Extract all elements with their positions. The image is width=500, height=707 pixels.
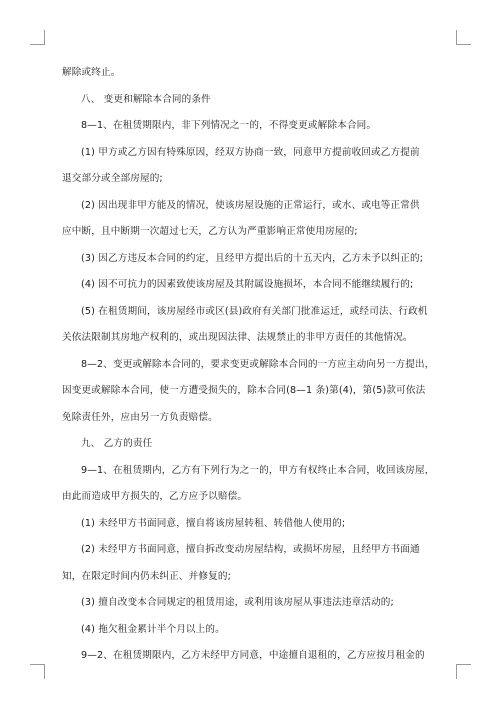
text-line: 因变更或解除本合同，使一方遭受损失的，除本合同(8—1 条)第(4)，第(5)款可依法: [62, 385, 426, 396]
clause-line: (4) 拖欠租金累计半个月以上的。: [81, 623, 225, 635]
document-body: [62, 64, 446, 674]
crop-mark-bottom-left: [30, 664, 45, 679]
text-line: 退交部分或全部房屋的;: [62, 173, 163, 184]
crop-mark-top-left: [30, 30, 45, 45]
text-line: 由此而造成甲方损失的，乙方应予以赔偿。: [62, 491, 248, 502]
text-line: 免除责任外，应由另一方负责赔偿。: [62, 411, 218, 423]
clause-line: (2) 因出现非甲方能及的情况，使该房屋设施的正常运行，或水、或电等正常供: [81, 199, 420, 211]
clause-line: 9—2、在租赁期限内，乙方未经甲方同意，中途擅自退租的，乙方应按月租金的: [81, 650, 425, 661]
crop-mark-bottom-right: [456, 664, 471, 679]
text-line: 解除或终止。: [62, 67, 121, 78]
clause-line: 9—1、在租赁期内，乙方有下列行为之一的，甲方有权终止本合同，收回该房屋，: [81, 464, 435, 476]
clause-line: (1) 甲方或乙方因有特殊原因，经双方协商一致，同意甲方提前收回或乙方提前: [81, 146, 420, 158]
clause-line: (1) 未经甲方书面同意，擅自将该房屋转租、转借他人使用的;: [81, 517, 346, 529]
crop-mark-top-right: [456, 30, 471, 45]
clause-line: 8—1、在租赁期限内，非下列情况之一的，不得变更或解除本合同。: [81, 120, 377, 131]
section-heading: 八、 变更和解除本合同的条件: [81, 93, 211, 105]
clause-line: (3) 因乙方违反本合同的约定，且经甲方提出后的十五天内，乙方未予以纠正的;: [81, 252, 424, 264]
text-line: 知，在限定时间内仍未纠正、并修复的;: [62, 570, 232, 582]
section-heading: 九、 乙方的责任: [81, 438, 153, 449]
clause-line: (3) 擅自改变本合同规定的租赁用途，或利用该房屋从事违法违章活动的;: [81, 597, 394, 608]
clause-line: (5) 在租赁期间，该房屋经市或区(县)政府有关部门批准运迁，或经司法、行政机: [81, 305, 428, 317]
clause-line: (2) 未经甲方书面同意，擅自拆改变动房屋结构，或损坏房屋，且经甲方书面通: [81, 544, 420, 555]
clause-line: (4) 因不可抗力的因素致使该房屋及其附属设施损坏，本合同不能继续履行的;: [81, 279, 414, 290]
text-line: 关依法限制其房地产权利的，或出现因法律、法规禁止的非甲方责任的其他情况。: [62, 332, 413, 343]
clause-line: 8—2、变更或解除本合同的，要求变更或解除本合同的一方应主动向另一方提出，: [81, 358, 435, 370]
text-line: 应中断，且中断期一次超过七天，乙方认为严重影响正常使用房屋的;: [62, 226, 358, 237]
